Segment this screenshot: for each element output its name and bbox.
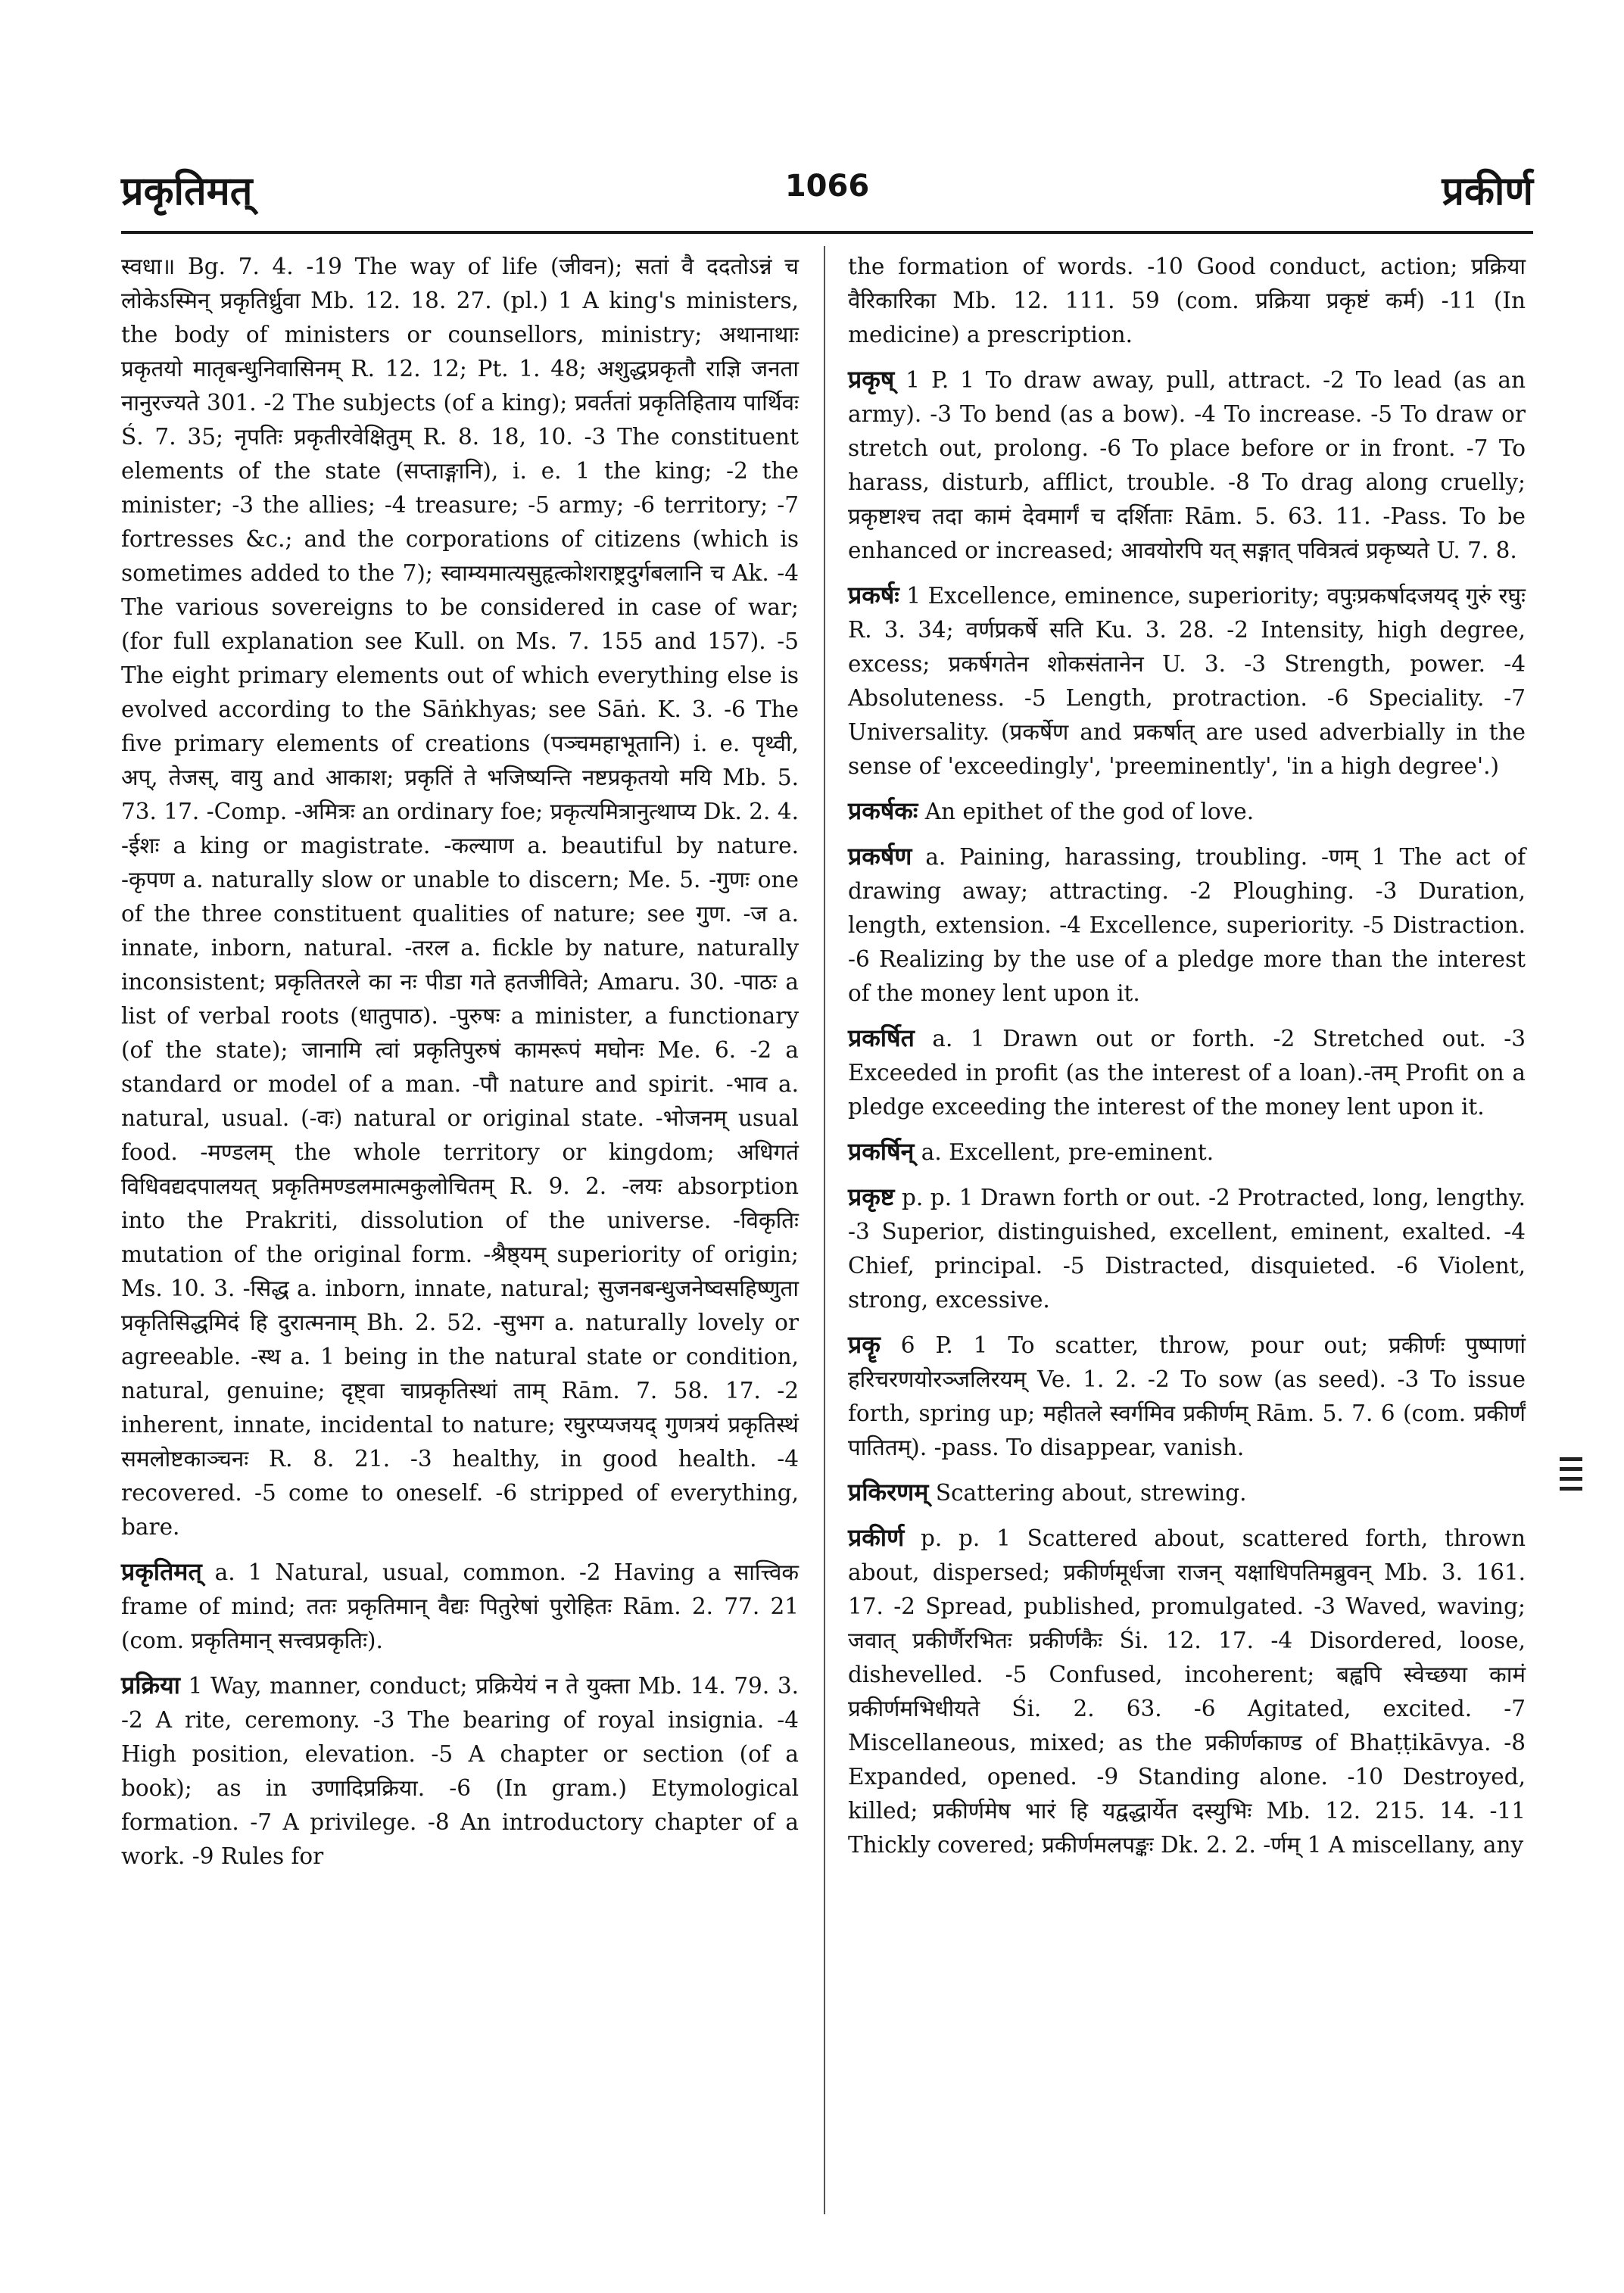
entry-text: 1 P. 1 To draw away, pull, attract. -2 To lead (as an army). -3 To bend (as a bow). -4 To increase. -5 To draw or stretch out, prolong. -6 To place before or in front. -7 To harass, disturb, afflict, trouble. -8 To drag along cruelly; प्रकृष्टाश्च तदा कामं देवमार्गं च दर्शिताः Rām. 5. 63. 11. -Pass. To be enhanced or increased; आवयोरपि यत् सङ्गात् पवित्रत्वं प्रकृष्यते U. 7. 8. — [848, 367, 1526, 563]
right-running-headword: प्रकीर्ण — [1442, 168, 1533, 214]
entry-text: 1 Excellence, eminence, superiority; वपुःप्रकर्षादजयद् गुरुं रघुः R. 3. 34; वर्णप्रकर्षे सति Ku. 3. 28. -2 Intensity, high degree, excess; प्रकर्षगतेन शोकसंतानेन U. 3. -3 Strength, power. -4 Absoluteness. -5 Length, protraction. -6 Speciality. -7 Universality. (प्रकर्षेण and प्रकर्षात् are used adverbially in the sense of 'exceedingly', 'preeminently', 'in a high degree'.) — [848, 583, 1526, 779]
entry-text: An epithet of the god of love. — [924, 799, 1255, 824]
page-number: 1066 — [784, 169, 870, 204]
entry-headword: प्रकीर्ण — [848, 1523, 905, 1552]
entry-headword: प्रकर्षण — [848, 842, 912, 871]
entry-text: a. Paining, harassing, troubling. -णम् 1 The act of drawing away; attracting. -2 Ploughing. -3 Duration, length, extension. -4 Excellence, superiority. -5 Distraction. -6 Realizing by the use of a pledge more than the interest of the money lent upon it. — [848, 844, 1526, 1006]
entry-text: a. 1 Natural, usual, common. -2 Having a सात्त्विक frame of mind; ततः प्रकृतिमान् वैद्यः पितुरेषां पुरोहितः Rām. 2. 77. 21 (com. प्रकृतिमान् सत्त्वप्रकृतिः). — [121, 1559, 799, 1653]
entry-headword: प्रकर्षकः — [848, 796, 918, 825]
dictionary-entry — [848, 578, 1526, 784]
dictionary-entry — [848, 1328, 1526, 1465]
entry-headword: प्रकृतिमत् — [121, 1557, 202, 1586]
entry-text: 6 P. 1 To scatter, throw, pour out; प्रकीर्णः पुष्पाणां हरिचरणयोरञ्जलिरयम् Ve. 1. 2. -2 To sow (as seed). -3 To issue forth, spring up; महीतले स्वर्गमिव प्रकीर्णम् Rām. 5. 7. 6 (com. प्रकीर्णं पातितम्). -pass. To disappear, vanish. — [848, 1332, 1526, 1460]
dictionary-entry — [848, 1475, 1526, 1510]
dictionary-entry — [848, 1521, 1526, 1862]
dictionary-entry — [848, 840, 1526, 1011]
page-header — [121, 163, 1533, 223]
dictionary-entry — [121, 250, 799, 1544]
entry-headword: प्रकृष्ट — [848, 1182, 895, 1211]
entry-headword: प्रकिरणम् — [848, 1478, 929, 1506]
entry-headword: प्रकर्षिन् — [848, 1137, 915, 1166]
entry-headword: प्रकर्षः — [848, 581, 899, 609]
entry-text: p. p. 1 Drawn forth or out. -2 Protracted, long, lengthy. -3 Superior, distinguished, excellent, eminent, exalted. -4 Chief, principal. -5 Distracted, disquieted. -6 Violent, strong, excessive. — [848, 1185, 1526, 1313]
dictionary-entry — [848, 1021, 1526, 1124]
dictionary-entry — [848, 363, 1526, 568]
entry-text: the formation of words. -10 Good conduct, action; प्रक्रिया वैरिकारिका Mb. 12. 111. 59 (com. प्रक्रिया प्रकृष्टं कर्म) -11 (In medicine) a prescription. — [848, 254, 1526, 347]
entry-headword: प्रक्रिया — [121, 1671, 180, 1699]
dictionary-entry — [848, 250, 1526, 352]
dictionary-entry — [848, 794, 1526, 829]
dictionary-entry — [121, 1555, 799, 1658]
entry-headword: प्रकर्षित — [848, 1023, 915, 1052]
entry-text: स्वधा॥ Bg. 7. 4. -19 The way of life (जीवन); सतां वै ददतोऽन्नं च लोकेऽस्मिन् प्रकृतिर्ध्रुवा Mb. 12. 18. 27. (pl.) 1 A king's ministers, the body of ministers or counsellors, ministry; अथानाथाः प्रकृतयो मातृबन्धुनिवासिनम् R. 12. 12; Pt. 1. 48; अशुद्धप्रकृतौ राज्ञि जनता नानुरज्यते 301. -2 The subjects (of a king); प्रवर्ततां प्रकृतिहिताय पार्थिवः Ś. 7. 35; नृपतिः प्रकृतीरवेक्षितुम् R. 8. 18, 10. -3 The constituent elements of the state (सप्ताङ्गानि), i. e. 1 the king; -2 the minister; -3 the allies; -4 treasure; -5 army; -6 territory; -7 fortresses &c.; and the corporations of citizens (which is sometimes added to the 7); स्वाम्यमात्यसुहृत्कोशराष्ट्रदुर्गबलानि च Ak. -4 The various sovereigns to be considered in case of war; (for full explanation see Kull. on Ms. 7. 155 and 157). -5 The eight primary elements out of which everything else is evolved according to the Sāṅkhyas; see Sāṅ. K. 3. -6 The five primary elements of creations (पञ्चमहाभूतानि) i. e. पृथ्वी, अप्, तेजस्, वायु and आकाश; प्रकृतिं ते भजिष्यन्ति नष्टप्रकृतयो मयि Mb. 5. 73. 17. -Comp. -अमित्रः an ordinary foe; प्रकृत्यमित्रानुत्थाप्य Dk. 2. 4. -ईशः a king or magistrate. -कल्याण a. beautiful by nature. -कृपण a. naturally slow or unable to discern; Me. 5. -गुणः one of the three constituent qualities of nature; see गुण. -ज a. innate, inborn, natural. -तरल a. fickle by nature, naturally inconsistent; प्रकृतितरले का नः पीडा गते हतजीविते; Amaru. 30. -पाठः a list of verbal roots (धातुपाठ). -पुरुषः a minister, a functionary (of the state); जानामि त्वां प्रकृतिपुरुषं कामरूपं मघोनः Me. 6. -2 a standard or model of a man. -पौ nature and spirit. -भाव a. natural, usual. (-वः) natural or original state. -भोजनम् usual food. -मण्डलम् the whole territory or kingdom; अधिगतं विधिवद्यदपालयत् प्रकृतिमण्डलमात्मकुलोचितम् R. 9. 2. -लयः absorption into the Prakriti, dissolution of the universe. -विकृतिः mutation of the original form. -श्रैष्ठ्यम् superiority of origin; Ms. 10. 3. -सिद्ध a. inborn, innate, natural; सुजनबन्धुजनेष्वसहिष्णुता प्रकृतिसिद्धमिदं हि दुरात्मनाम् Bh. 2. 52. -सुभग a. naturally lovely or agreeable. -स्थ a. 1 being in the natural state or condition, natural, genuine; दृष्ट्वा चाप्रकृतिस्थां ताम् Rām. 7. 58. 17. -2 inherent, innate, incidental to nature; रघुरप्यजयद् गुणत्रयं प्रकृतिस्थं समलोष्टकाञ्चनः R. 8. 21. -3 healthy, in good health. -4 recovered. -5 come to oneself. -6 stripped of everything, bare. — [121, 254, 799, 1540]
margin-mark — [1560, 1457, 1582, 1499]
dictionary-entry — [848, 1135, 1526, 1170]
entry-headword: प्रकृष् — [848, 365, 895, 394]
column-divider — [824, 246, 825, 2214]
right-column — [848, 250, 1526, 1873]
entry-headword: प्रकॄ — [848, 1330, 881, 1359]
left-running-headword: प्रकृतिमत् — [121, 168, 253, 214]
entry-text: a. Excellent, pre-eminent. — [921, 1139, 1214, 1165]
entry-text: 1 Way, manner, conduct; प्रक्रियेयं न ते युक्ता Mb. 14. 79. 3. -2 A rite, ceremony. -3 The bearing of royal insignia. -4 High position, elevation. -5 A chapter or section (of a book); as in उणादिप्रक्रिया. -6 (In gram.) Etymological formation. -7 A privilege. -8 An introductory chapter of a work. -9 Rules for — [121, 1673, 799, 1869]
dictionary-entry — [121, 1668, 799, 1874]
left-column — [121, 250, 799, 1884]
header-rule — [121, 231, 1533, 234]
entry-text: p. p. 1 Scattered about, scattered forth, thrown about, dispersed; प्रकीर्णमूर्धजा राजन् यक्षाधिपतिमब्रुवन् Mb. 3. 161. 17. -2 Spread, published, promulgated. -3 Waved, waving; जवात् प्रकीर्णैरभितः प्रकीर्णकैः Śi. 12. 17. -4 Disordered, loose, dishevelled. -5 Confused, incoherent; बह्वपि स्वेच्छया कामं प्रकीर्णमभिधीयते Śi. 2. 63. -6 Agitated, excited. -7 Miscellaneous, mixed; as the प्रकीर्णकाण्ड of Bhaṭṭikāvya. -8 Expanded, opened. -9 Standing alone. -10 Destroyed, killed; प्रकीर्णमेष भारं हि यद्वद्धार्येत दस्युभिः Mb. 12. 215. 14. -11 Thickly covered; प्रकीर्णमलपङ्कः Dk. 2. 2. -र्णम् 1 A miscellany, any — [848, 1525, 1526, 1858]
dictionary-entry — [848, 1180, 1526, 1317]
entry-text: Scattering about, strewing. — [935, 1480, 1247, 1506]
entry-text: a. 1 Drawn out or forth. -2 Stretched out. -3 Exceeded in profit (as the interest of a loan).-तम् Profit on a pledge exceeding the interest of the money lent upon it. — [848, 1026, 1526, 1120]
